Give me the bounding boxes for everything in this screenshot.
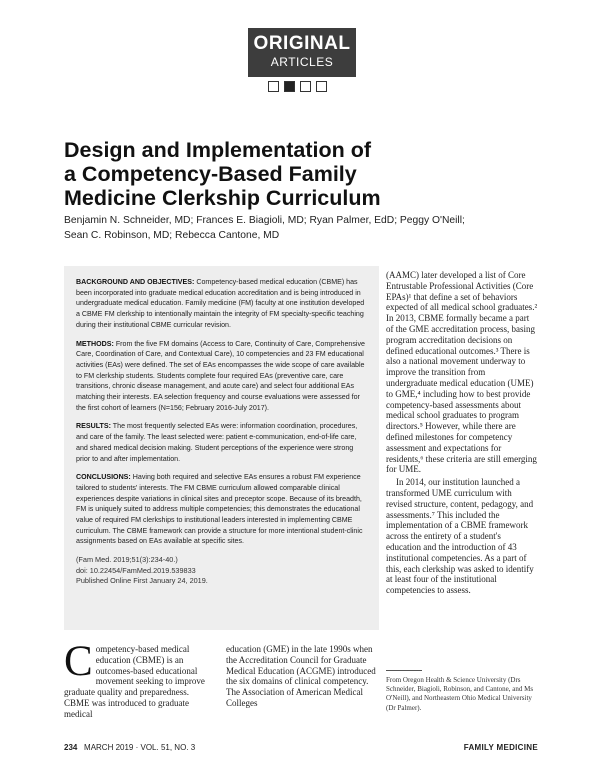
body-column-middle (226, 644, 378, 709)
methods-text: From the five FM domains (Access to Care, Continuity of Care, Comprehensive Care, Coordination of Care, and Contextual Care), 10 competencies and 23 FM educational activities (EAs) were defined. The set of EAs encompasses the wide scope of care available to FM clerkship students. Students complete four required EAs (preventive care, care transitions, chronic disease management, and acute care) and select four additional EAs matching their interests. EA selection frequency and course evaluations were assessed for the first cohort of learners (N=156; February 2016-July 2017). (76, 339, 365, 412)
section-badge (248, 28, 356, 77)
conclusions-text: Having both required and selective EAs ensures a robust FM experience tailored to students' interests. The FM CBME curriculum allowed comparable clinical experiences despite variations in clinical sites and preceptor scope. Because of its breadth, FM is uniquely suited to address multiple competencies; this demonstrates the educational value of required FM clerkships to institutional leaders interested in implementing CBME curriculum. The CBME framework can provide a structure for more intentional student-clinic assignments based on EAs available at specific sites. (76, 473, 363, 546)
published-date: Published Online First January 24, 2019. (76, 576, 208, 586)
indicator-square (316, 81, 327, 92)
body-paragraph: In 2014, our institution launched a transformed UME curriculum with revised structure, content, pedagogy, and assessments.⁷ This included the implementation of a CBME framework across the entirety of a student's education and the introduction of 43 institutional competencies. As a part of this, each clerkship was asked to identify at least four of the institutional competencies to assess. (386, 477, 534, 596)
indicator-square-active (284, 81, 295, 92)
body-paragraph: education (GME) in the late 1990s when the Accreditation Council for Graduate Medical Education (ACGME) introduced the six domains of clinical competency. The Association of American Medical Colleges (226, 644, 376, 708)
body-paragraph: ompetency-based medical education (CBME) is an outcomes-based educational movement seeking to improve graduate quality and preparedness. CBME was introduced to graduate medical (64, 644, 205, 719)
author-line: Benjamin N. Schneider, MD; Frances E. Biagioli, MD; Ryan Palmer, EdD; Peggy O'Neill; (64, 215, 465, 226)
abstract-conclusions (76, 472, 369, 547)
indicator-square (300, 81, 311, 92)
indicator-square (268, 81, 279, 92)
footnote-divider (386, 670, 422, 671)
methods-label: METHODS: (76, 339, 114, 348)
badge-line2: ARTICLES (270, 55, 334, 69)
title-line: Medicine Clerkship Curriculum (64, 186, 381, 210)
title-line: a Competency-Based Family (64, 162, 357, 186)
results-text: The most frequently selected EAs were: information coordination, procedures, and care of the family. The least selected were: patient e-communication, end-of-life care, and shared medical decision making. Student perceptions of the experience were strong prior to and after implementation. (76, 422, 358, 463)
body-paragraph: (AAMC) later developed a list of Core Entrustable Professional Activities (Core EPAs)¹ that define a set of behaviors expected of all medical school graduates.² In 2013, CBME formally became a part of the GME accreditation process, basing program accreditation decisions on defined educational outcomes.³ There is also a national movement underway to improve the transition from undergraduate medical education (UME) to GME,⁴ including how to best provide competency-based assessments about medical school graduates to program directors.⁵ However, while there are defined milestones for competency assessment and expectations for residents,⁶ these criteria are still emerging for UME. (386, 270, 538, 475)
affiliation-note: From Oregon Health & Science University (Drs Schneider, Biagioli, Robinson, and Cantone, and Ms O'Neill), and Northeastern Ohio Medical University (Dr Palmer). (386, 676, 534, 712)
author-list (64, 213, 534, 243)
body-column-left (64, 638, 216, 720)
section-indicator (268, 81, 327, 92)
abstract-results (76, 421, 369, 464)
citation-block (76, 555, 369, 587)
abstract-box (64, 266, 379, 630)
journal-name: FAMILY MEDICINE (463, 743, 538, 752)
results-label: RESULTS: (76, 422, 111, 431)
drop-cap: C (64, 638, 93, 685)
background-text: Competency-based medical education (CBME) has been incorporated into graduate medical education accreditation and is being introduced in undergraduate medical education. Family medicine (FM) faculty at one institution developed a CBME FM clerkship to intentionally maintain the integrity of FM specialty-specific teaching during their institutional CBME curricular revision. (76, 278, 365, 329)
author-line: Sean C. Robinson, MD; Rebecca Cantone, MD (64, 230, 280, 241)
abstract-methods (76, 339, 369, 414)
page-footer (64, 743, 538, 752)
issue-info: MARCH 2019 · VOL. 51, NO. 3 (84, 743, 196, 752)
background-label: BACKGROUND AND OBJECTIVES: (76, 278, 195, 286)
abstract-background (76, 277, 369, 331)
conclusions-label: CONCLUSIONS: (76, 473, 131, 482)
doi-link[interactable]: doi: 10.22454/FamMed.2019.539833 (76, 565, 196, 575)
article-title (64, 138, 484, 210)
body-column-right (386, 270, 538, 596)
title-line: Design and Implementation of (64, 138, 371, 162)
citation: (Fam Med. 2019;51(3):234-40.) (76, 555, 178, 565)
page-number: 234 (64, 743, 78, 752)
badge-line1: ORIGINAL (253, 33, 351, 54)
